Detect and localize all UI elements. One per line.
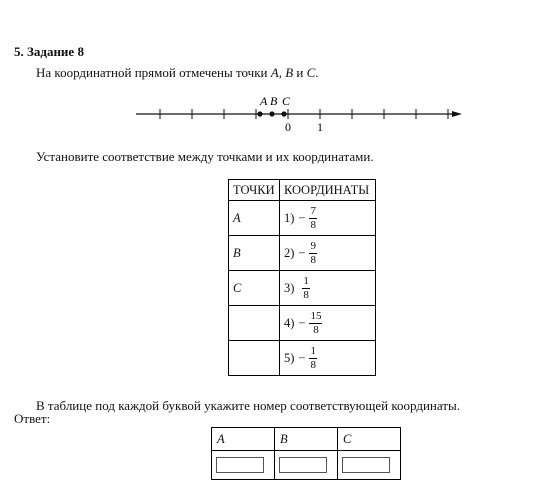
prompt-point-a: A <box>270 65 279 80</box>
prompt-text: На координатной прямой отмечены точки <box>36 65 271 80</box>
option-number: 5) <box>284 350 295 365</box>
point-cell: B <box>229 236 280 271</box>
fraction <box>302 275 310 302</box>
answer-cell-a <box>212 451 275 480</box>
option-sign: − <box>298 315 306 330</box>
prompt-end: . <box>315 65 319 80</box>
answer-table <box>211 427 401 480</box>
fraction-denominator: 8 <box>303 288 309 301</box>
coordinate-cell <box>280 306 376 341</box>
fraction-denominator: 8 <box>310 358 316 371</box>
table-row <box>229 306 376 341</box>
table-row <box>229 271 376 306</box>
fraction <box>309 240 317 267</box>
fraction-numerator: 9 <box>310 239 316 252</box>
fraction-numerator: 7 <box>310 204 316 217</box>
answer-header-b: B <box>275 428 338 451</box>
fraction-numerator: 1 <box>303 274 309 287</box>
axis-arrow <box>452 111 462 117</box>
prompt-and: и <box>293 65 307 80</box>
axis-points <box>257 111 286 116</box>
number-line <box>130 90 480 140</box>
point-marker-c <box>281 111 286 116</box>
answer-input-c[interactable] <box>342 457 390 473</box>
top-cropped-fragment <box>200 0 556 4</box>
point-cell: C <box>229 271 280 306</box>
point-cell: A <box>229 201 280 236</box>
option-sign: − <box>298 245 306 260</box>
option-number: 3) <box>284 280 295 295</box>
answer-hint: В таблице под каждой буквой укажите номер соответствующей координаты. <box>36 398 460 413</box>
point-marker-b <box>269 111 274 116</box>
fraction <box>309 205 317 232</box>
fraction-denominator: 8 <box>310 218 316 231</box>
table-row <box>229 341 376 376</box>
fraction-denominator: 8 <box>310 253 316 266</box>
point-marker-a <box>257 111 262 116</box>
answer-label: Ответ: <box>14 411 51 426</box>
fraction <box>309 310 322 337</box>
table-row <box>229 201 376 236</box>
option-sign: − <box>298 350 306 365</box>
task-title: 5. Задание 8 <box>14 44 84 59</box>
option-number: 4) <box>284 315 295 330</box>
option-number: 1) <box>284 210 295 225</box>
fraction-denominator: 8 <box>313 323 319 336</box>
task-prompt <box>36 65 319 81</box>
answer-input-a[interactable] <box>216 457 264 473</box>
point-cell <box>229 306 280 341</box>
point-cell <box>229 341 280 376</box>
tick-label-0: 0 <box>285 120 291 134</box>
matching-table <box>228 179 376 376</box>
option-sign: − <box>298 210 306 225</box>
number-line-svg <box>130 90 480 140</box>
option-number: 2) <box>284 245 295 260</box>
answer-cell-b <box>275 451 338 480</box>
header-coordinates: КООРДИНАТЫ <box>280 180 376 201</box>
instruction-text: Установите соответствие между точками и их координатами. <box>36 149 374 164</box>
tick-label-1: 1 <box>317 120 323 134</box>
prompt-point-c: C <box>306 65 316 80</box>
table-row <box>229 236 376 271</box>
fraction-numerator: 1 <box>310 344 316 357</box>
coordinate-cell <box>280 236 376 271</box>
answer-input-b[interactable] <box>279 457 327 473</box>
point-label-a: A <box>260 94 268 108</box>
point-label-c: C <box>282 94 291 108</box>
prompt-point-b: B <box>285 65 294 80</box>
fraction-numerator: 15 <box>310 309 322 322</box>
coordinate-cell <box>280 271 376 306</box>
coordinate-cell <box>280 341 376 376</box>
point-label-b: B <box>270 94 278 108</box>
header-points: ТОЧКИ <box>229 180 280 201</box>
prompt-comma: , <box>278 65 286 80</box>
answer-cell-c <box>338 451 401 480</box>
answer-header-c: C <box>338 428 401 451</box>
coordinate-cell <box>280 201 376 236</box>
answer-header-a: A <box>212 428 275 451</box>
fraction <box>309 345 317 372</box>
